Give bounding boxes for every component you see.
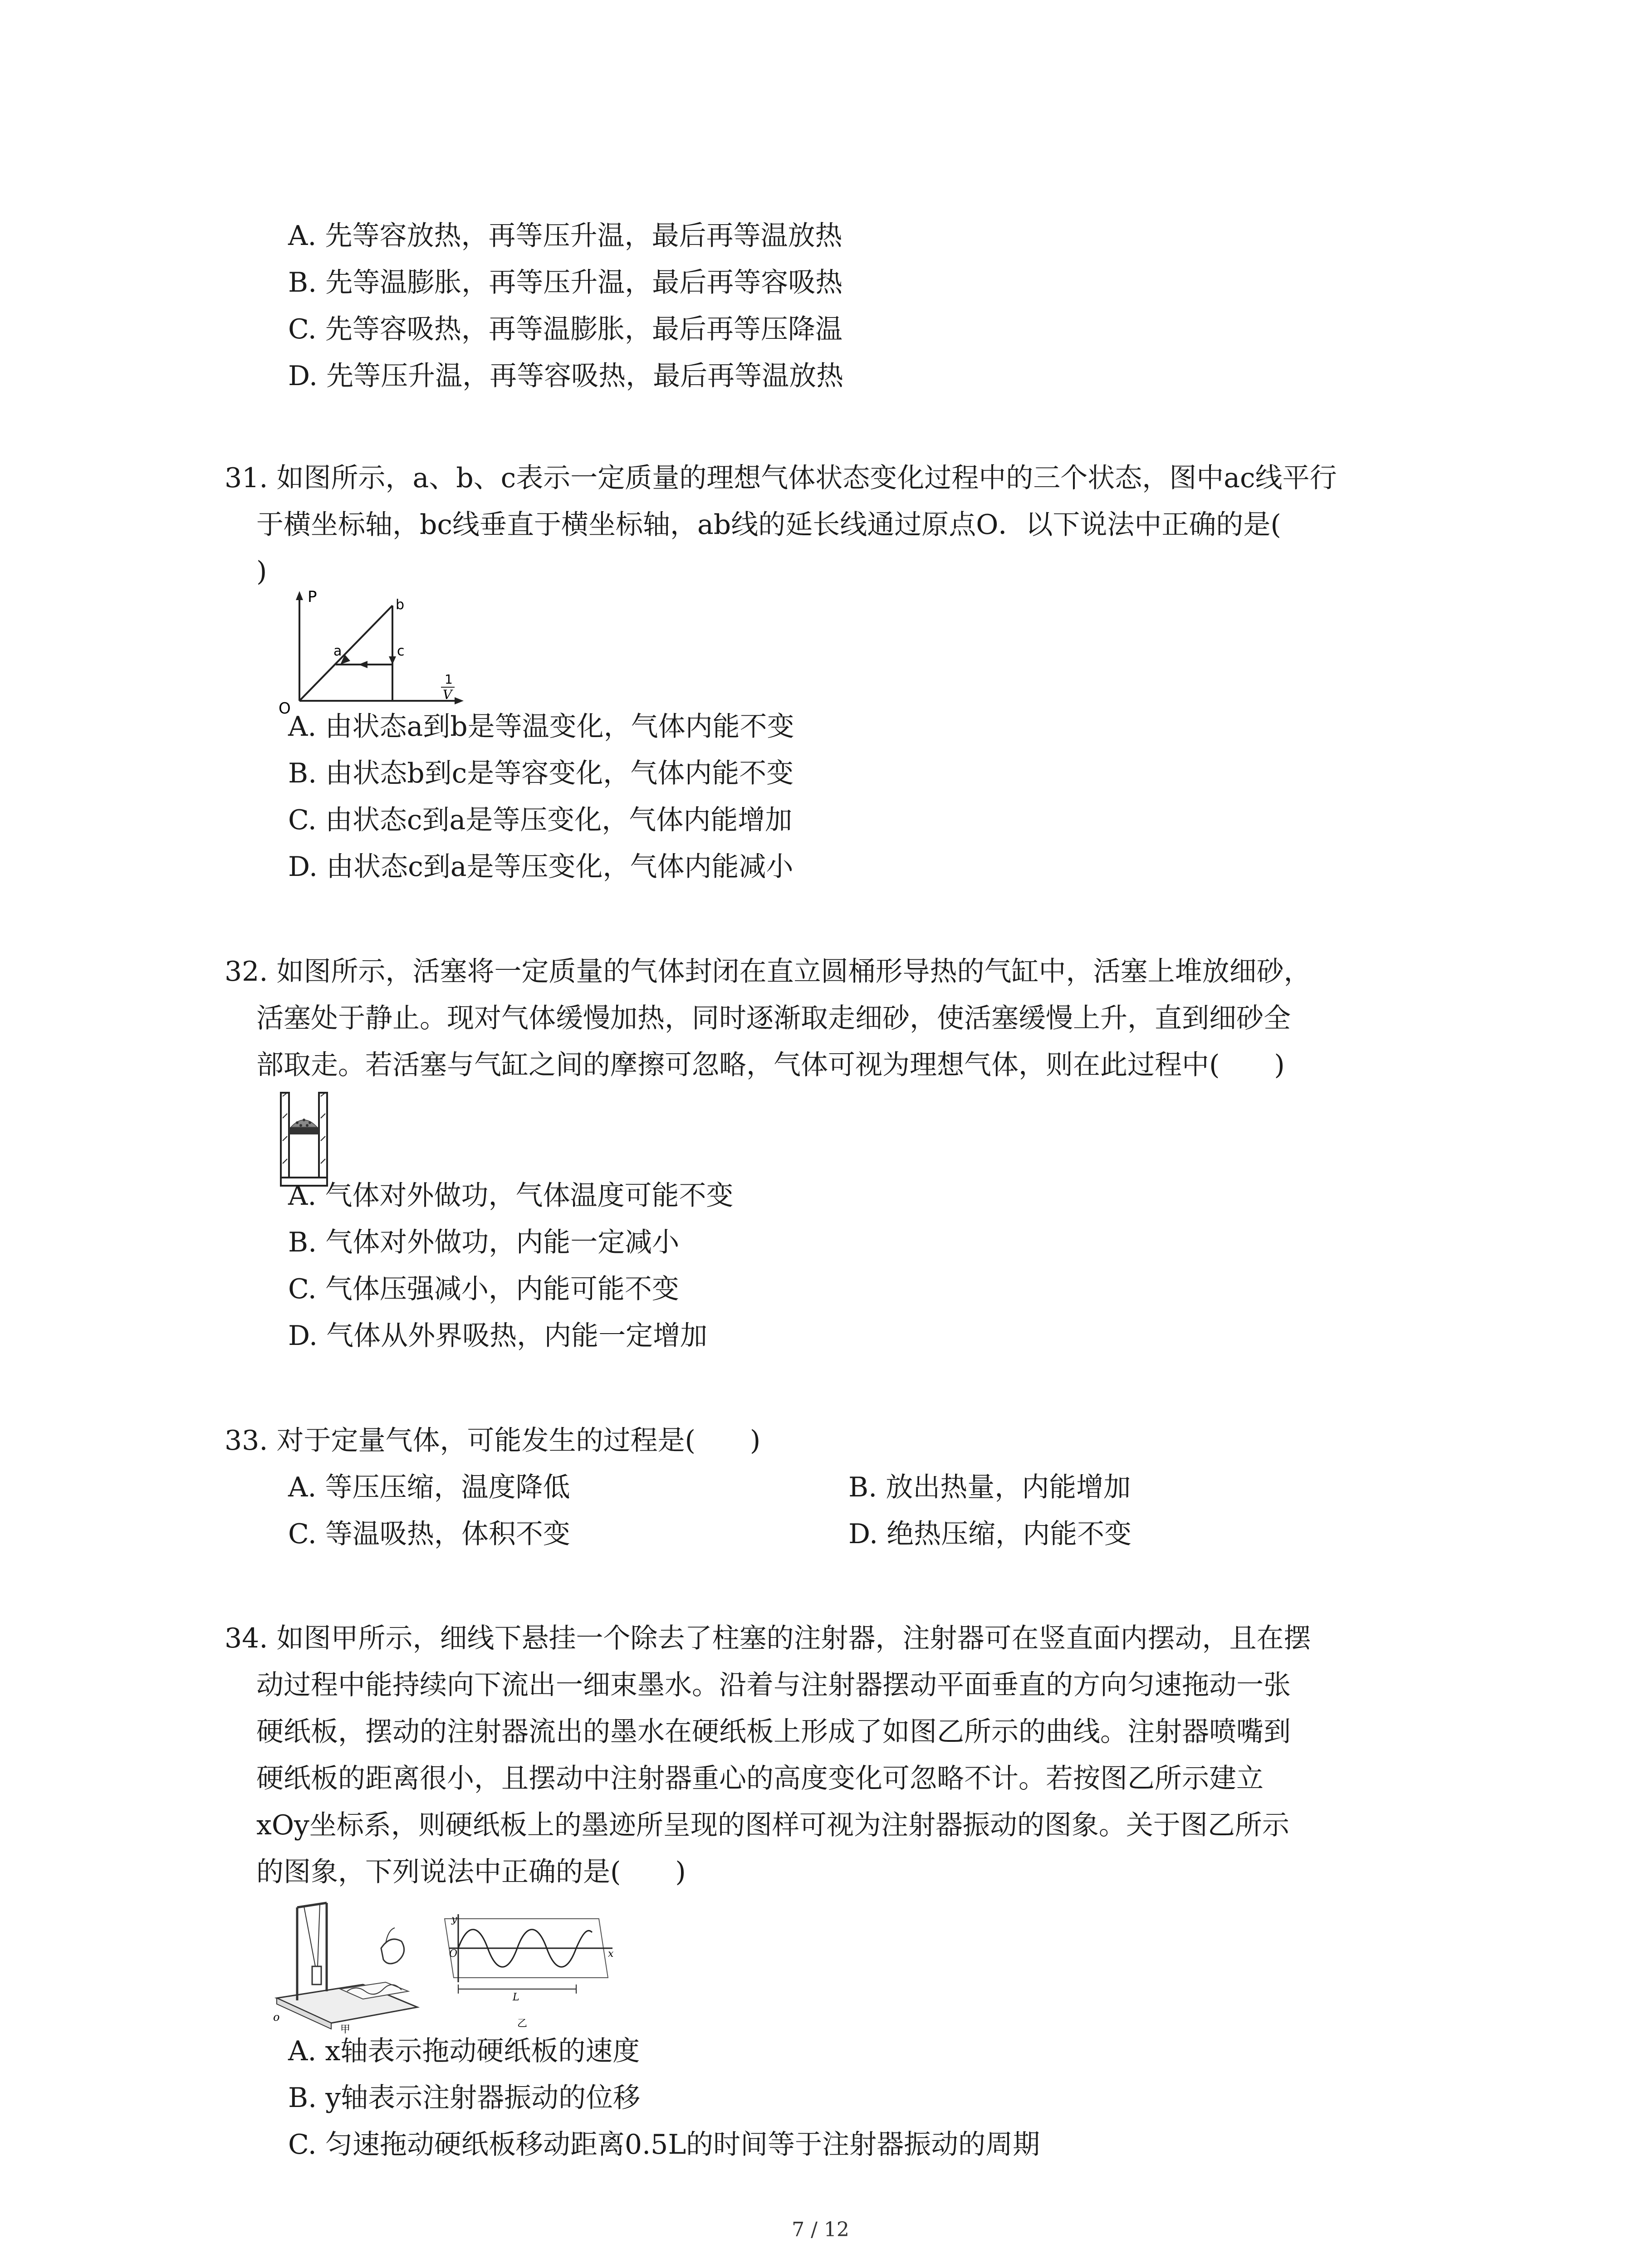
q31-line-1: 31. 如图所示，a、b、c表示一定质量的理想气体状态变化过程中的三个状态，图中ac线平行	[225, 462, 1337, 494]
q34-label-yi: 乙	[517, 2018, 528, 2029]
q34-apparatus-figure-jia	[272, 1894, 422, 2034]
q32-cylinder-figure	[279, 1091, 329, 1188]
q32-option-b: B. 气体对外做功，内能一定减小	[288, 1227, 680, 1258]
q34-yi-axis-x: x	[608, 1948, 614, 1960]
q34-jia-o-label: o	[273, 2011, 280, 2024]
q33-option-b: B. 放出热量，内能增加	[848, 1471, 1131, 1503]
q33-option-c: C. 等温吸热，体积不变	[288, 1518, 570, 1550]
q31-axis-den: V	[443, 687, 452, 702]
q34-yi-origin: O	[449, 1948, 458, 1960]
q31-axis-num: 1	[445, 672, 453, 687]
q31-option-c: C. 由状态c到a是等压变化，气体内能增加	[288, 804, 793, 836]
q33-line: 33. 对于定量气体，可能发生的过程是( )	[225, 1425, 761, 1457]
q34-line-2: 动过程中能持续向下流出一细束墨水。沿着与注射器摆动平面垂直的方向匀速拖动一张	[256, 1669, 1291, 1701]
q31-point-c: c	[397, 643, 405, 659]
q32-line-2: 活塞处于静止。现对气体缓慢加热，同时逐渐取走细砂，使活塞缓慢上升，直到细砂全	[256, 1002, 1291, 1034]
q34-option-b: B. y轴表示注射器振动的位移	[288, 2082, 641, 2114]
option-prev-a: A. 先等容放热，再等压升温，最后再等温放热	[288, 220, 843, 252]
option-prev-b: B. 先等温膨胀，再等压升温，最后再等容吸热	[288, 267, 843, 298]
q31-origin: O	[279, 699, 291, 714]
page-number: 7 / 12	[792, 2218, 849, 2241]
q31-axis-p: P	[308, 588, 317, 606]
q33-option-a: A. 等压压缩，温度降低	[288, 1471, 570, 1503]
q31-line-2: 于横坐标轴，bc线垂直于横坐标轴，ab线的延长线通过原点O．以下说法中正确的是(	[256, 509, 1281, 541]
q31-option-d: D. 由状态c到a是等压变化，气体内能减小	[288, 851, 794, 883]
q31-line-3: )	[256, 556, 267, 587]
q34-trace-figure-yi	[436, 1910, 617, 2032]
q31-point-b: b	[396, 597, 405, 613]
q34-label-jia: 甲	[340, 2024, 351, 2034]
q32-line-1: 32. 如图所示，活塞将一定质量的气体封闭在直立圆桶形导热的气缸中，活塞上堆放细砂，	[225, 956, 1311, 987]
q34-line-1: 34. 如图甲所示，细线下悬挂一个除去了柱塞的注射器，注射器可在竖直面内摆动，且在摆	[225, 1623, 1311, 1654]
option-prev-d: D. 先等压升温，再等容吸热，最后再等温放热	[288, 360, 844, 392]
q31-point-a: a	[333, 643, 342, 659]
q31-option-b: B. 由状态b到c是等容变化，气体内能不变	[288, 758, 794, 789]
q32-option-a: A. 气体对外做功，气体温度可能不变	[288, 1180, 734, 1212]
option-prev-c: C. 先等容吸热，再等温膨胀，最后再等压降温	[288, 313, 843, 345]
q34-option-c: C. 匀速拖动硬纸板移动距离0.5L的时间等于注射器振动的周期	[288, 2129, 1040, 2160]
q32-line-3: 部取走。若活塞与气缸之间的摩擦可忽略，气体可视为理想气体，则在此过程中( )	[256, 1049, 1285, 1081]
q32-option-c: C. 气体压强减小，内能可能不变	[288, 1273, 679, 1305]
q33-option-d: D. 绝热压缩，内能不变	[848, 1518, 1132, 1550]
q34-line-6: 的图象，下列说法中正确的是( )	[256, 1856, 686, 1888]
q34-yi-length: L	[513, 1992, 519, 2003]
q32-option-d: D. 气体从外界吸热，内能一定增加	[288, 1320, 708, 1352]
q31-option-a: A. 由状态a到b是等温变化，气体内能不变	[288, 711, 794, 743]
q34-yi-axis-y: y	[451, 1914, 457, 1925]
q34-option-a: A. x轴表示拖动硬纸板的速度	[288, 2035, 640, 2067]
q31-pv-graph	[272, 587, 467, 714]
q34-line-4: 硬纸板的距离很小，且摆动中注射器重心的高度变化可忽略不计。若按图乙所示建立	[256, 1763, 1264, 1794]
q34-line-5: xOy坐标系，则硬纸板上的墨迹所呈现的图样可视为注射器振动的图象。关于图乙所示	[256, 1809, 1289, 1841]
q34-line-3: 硬纸板，摆动的注射器流出的墨水在硬纸板上形成了如图乙所示的曲线。注射器喷嘴到	[256, 1716, 1291, 1748]
